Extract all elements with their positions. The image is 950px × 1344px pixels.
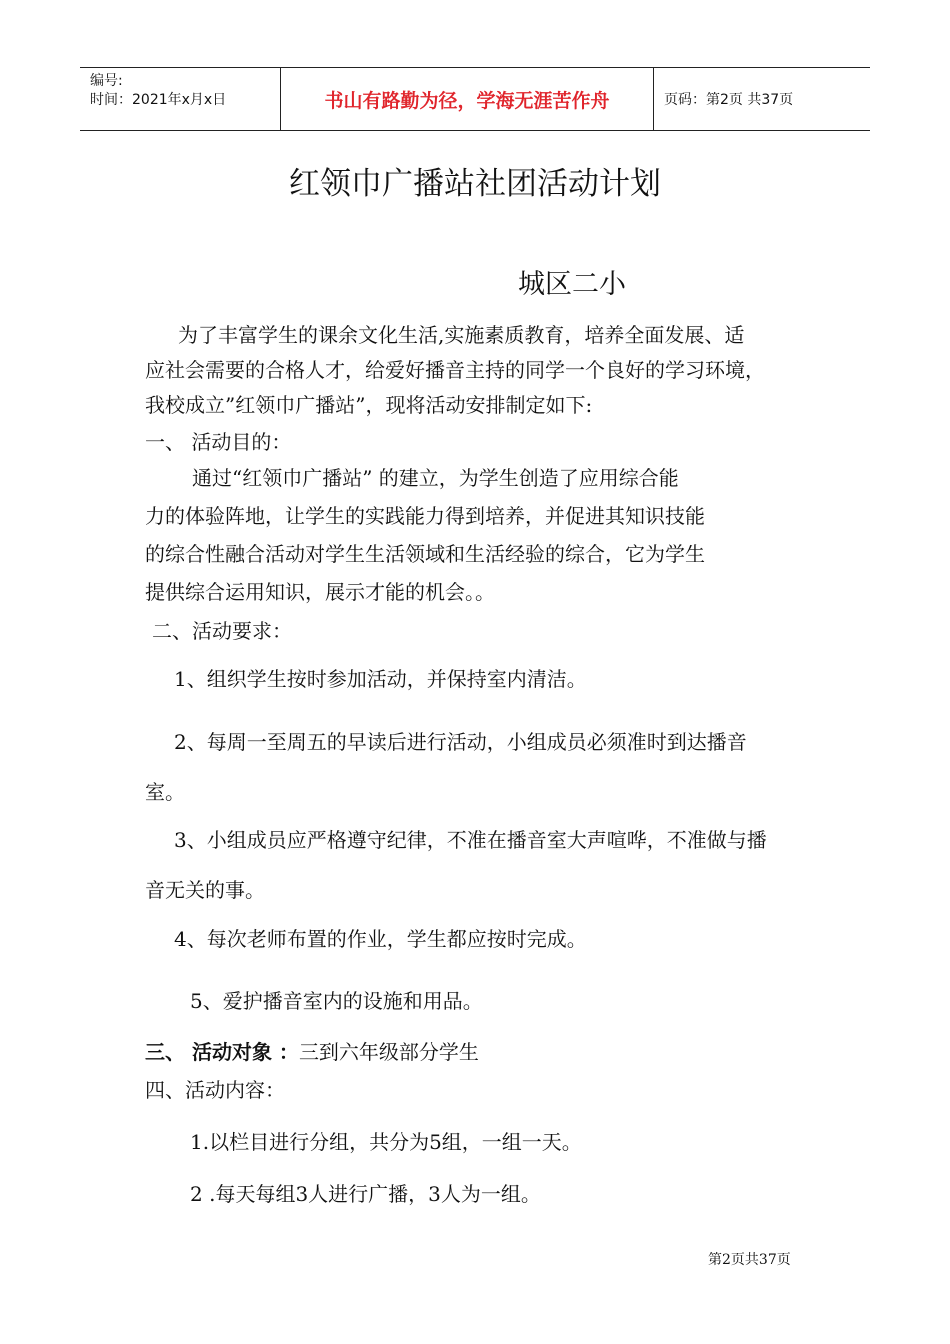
document-title: 红领巾广播站社团活动计划 <box>289 166 661 202</box>
requirement-item: 室。 <box>145 780 185 804</box>
section3-value: 三到六年级部分学生 <box>298 1040 479 1064</box>
time-label: 时间：2021年x月x日 <box>90 92 227 108</box>
intro-line: 应社会需要的合格人才，给爱好播音主持的同学一个良好的学习环境， <box>145 358 765 382</box>
header-page-number: 页码：第2页 共37页 <box>664 92 794 108</box>
requirement-item: 4、每次老师布置的作业，学生都应按时完成。 <box>174 927 587 951</box>
requirement-item: 2、每周一至周五的早读后进行活动，小组成员必须准时到达播音 <box>174 730 747 754</box>
requirement-item: 5、爱护播音室内的设施和用品。 <box>190 989 483 1013</box>
section2-heading: 二、活动要求： <box>152 619 292 643</box>
number-label: 编号: <box>90 73 123 89</box>
requirement-item: 音无关的事。 <box>145 878 265 902</box>
section1-text-line: 力的体验阵地，让学生的实践能力得到培养，并促进其知识技能 <box>145 504 705 528</box>
content-item: 1.以栏目进行分组，共分为5组，一组一天。 <box>190 1130 582 1154</box>
section1-text-line: 通过“红领巾广播站” 的建立，为学生创造了应用综合能 <box>192 466 679 490</box>
header-info <box>80 68 281 130</box>
section1-text-line: 提供综合运用知识，展示才能的机会。。 <box>145 580 495 604</box>
content-item: 2 .每天每组3人进行广播，3人为一组。 <box>190 1182 541 1206</box>
section3-label: 三、 活动对象 ： <box>145 1040 299 1064</box>
section3 <box>145 1036 479 1065</box>
footer-page-number: 第2页共37页 <box>708 1252 791 1268</box>
section1-heading: 一、 活动目的： <box>145 430 292 454</box>
requirement-item: 1、组织学生按时参加活动，并保持室内清洁。 <box>174 667 587 691</box>
intro-line: 我校成立”红领巾广播站”，现将活动安排制定如下: <box>145 393 593 417</box>
section1-text-line: 的综合性融合活动对学生生活领域和生活经验的综合，它为学生 <box>145 542 705 566</box>
header-motto: 书山有路勤为径，学海无涯苦作舟 <box>281 68 654 130</box>
page-header <box>80 67 870 131</box>
requirement-item: 3、小组成员应严格遵守纪律，不准在播音室大声喧哗，不准做与播 <box>174 828 767 852</box>
section4-heading: 四、活动内容： <box>145 1078 285 1102</box>
intro-line: 为了丰富学生的课余文化生活,实施素质教育，培养全面发展、适 <box>178 323 745 347</box>
school-name: 城区二小 <box>518 269 626 300</box>
